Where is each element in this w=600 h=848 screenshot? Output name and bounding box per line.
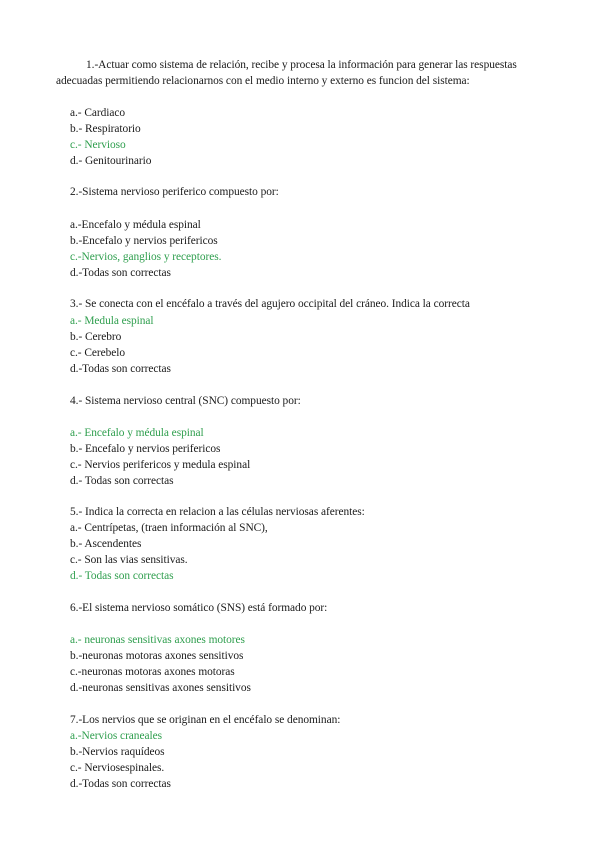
- question-7-option-d: d.-Todas son correctas: [70, 778, 171, 790]
- question-7-text: 7.-Los nervios que se originan en el encéfalo se denominan:: [70, 714, 341, 726]
- question-2-option-d: d.-Todas son correctas: [70, 267, 171, 279]
- question-7-option-c: c.- Nerviosespinales.: [70, 762, 165, 774]
- question-6-option-c: c.-neuronas motoras axones motoras: [70, 666, 235, 678]
- question-3-option-a-correct: a.- Medula espinal: [70, 315, 154, 327]
- question-3-option-c: c.- Cerebelo: [70, 347, 126, 359]
- question-6-text: 6.-El sistema nervioso somático (SNS) está formado por:: [70, 602, 328, 614]
- question-2-text: 2.-Sistema nervioso periferico compuesto por:: [70, 186, 279, 198]
- question-5-option-b: b.- Ascendentes: [70, 538, 142, 550]
- question-3-option-b: b.- Cerebro: [70, 331, 122, 343]
- question-6-option-b: b.-neuronas motoras axones sensitivos: [70, 650, 244, 662]
- question-4-text: 4.- Sistema nervioso central (SNC) compuesto por:: [70, 395, 301, 407]
- question-1-option-a: a.- Cardiaco: [70, 107, 126, 119]
- question-5-text: 5.- Indica la correcta en relacion a las células nerviosas aferentes:: [70, 506, 365, 518]
- question-1-text-line-2: adecuadas permitiendo relacionarnos con el medio interno y externo es funcion del sistema:: [56, 75, 470, 87]
- question-5-option-d-correct: d.- Todas son correctas: [70, 570, 174, 582]
- question-2-option-c-correct: c.-Nervios, ganglios y receptores.: [70, 251, 222, 263]
- question-4-option-c: c.- Nervios perifericos y medula espinal: [70, 459, 251, 471]
- question-4-option-a-correct: a.- Encefalo y médula espinal: [70, 427, 204, 439]
- question-1-text-line-1: 1.-Actuar como sistema de relación, recibe y procesa la información para generar las respuestas: [86, 59, 517, 71]
- question-5-option-a: a.- Centrípetas, (traen información al SNC),: [70, 522, 268, 534]
- question-7-option-b: b.-Nervios raquídeos: [70, 746, 165, 758]
- question-4-option-b: b.- Encefalo y nervios perifericos: [70, 443, 221, 455]
- question-6-option-d: d.-neuronas sensitivas axones sensitivos: [70, 682, 251, 694]
- question-3-text: 3.- Se conecta con el encéfalo a través del agujero occipital del cráneo. Indica la correcta: [70, 298, 470, 310]
- question-3-option-d: d.-Todas son correctas: [70, 363, 171, 375]
- question-6-option-a-correct: a.- neuronas sensitivas axones motores: [70, 634, 245, 646]
- question-5-option-c: c.- Son las vias sensitivas.: [70, 554, 188, 566]
- question-1-option-c-correct: c.- Nervioso: [70, 139, 126, 151]
- question-7-option-a-correct: a.-Nervios craneales: [70, 730, 162, 742]
- question-2-option-a: a.-Encefalo y médula espinal: [70, 219, 201, 231]
- question-2-option-b: b.-Encefalo y nervios perifericos: [70, 235, 218, 247]
- question-1-option-b: b.- Respiratorio: [70, 123, 141, 135]
- question-1-option-d: d.- Genitourinario: [70, 155, 152, 167]
- question-4-option-d: d.- Todas son correctas: [70, 475, 174, 487]
